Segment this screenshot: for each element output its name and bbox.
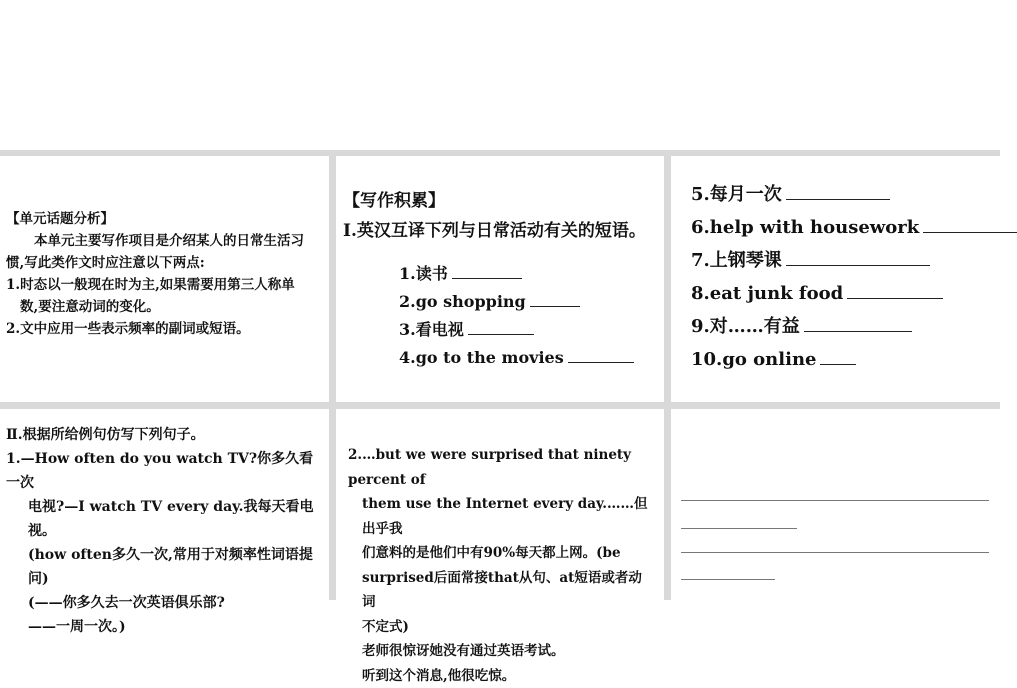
answer-blank[interactable] — [847, 284, 943, 299]
answer-lines-panel — [671, 409, 1000, 600]
answer-blank[interactable] — [568, 348, 634, 363]
answer-line[interactable] — [681, 552, 989, 553]
answer-blank[interactable] — [452, 264, 522, 279]
answer-blank[interactable] — [820, 350, 856, 365]
answer-blank[interactable] — [786, 251, 930, 266]
phrase-list-continued-panel — [671, 156, 1000, 402]
topic-analysis-heading: 【单元话题分析】 — [6, 208, 326, 230]
intro-text-line: 惯,写此类作文时应注意以下两点: — [6, 252, 326, 274]
example-note-line: 问) — [6, 567, 324, 591]
answer-line[interactable] — [681, 579, 775, 580]
phrase-item: 1.读书 — [399, 260, 661, 288]
answer-blank[interactable] — [530, 292, 580, 307]
answer-line[interactable] — [681, 500, 989, 501]
phrase-item: 2.go shopping — [399, 288, 661, 316]
phrase-item: 6.help with housework — [691, 211, 996, 244]
exercise-prompt-line: 听到这个消息,他很吃惊。 — [348, 664, 654, 688]
phrase-item: 3.看电视 — [399, 316, 661, 344]
point-1-line: 1.时态以一般现在时为主,如果需要用第三人称单 — [6, 274, 326, 296]
imitation-instruction: Ⅱ.根据所给例句仿写下列句子。 — [6, 423, 324, 447]
phrase-item: 10.go online — [691, 343, 996, 376]
example-note-line: surprised后面常接that从句、at短语或者动词 — [348, 566, 654, 615]
example-sentence-line: 电视?—I watch TV every day.我每天看电视。 — [6, 495, 324, 543]
answer-line[interactable] — [681, 528, 797, 529]
sentence-imitation-2-panel — [336, 409, 664, 600]
answer-blank[interactable] — [786, 185, 890, 200]
example-note-line: (how often多久一次,常用于对频率性词语提 — [6, 543, 324, 567]
phrase-item: 5.每月一次 — [691, 178, 996, 211]
sentence-imitation-panel — [0, 409, 329, 600]
phrase-item: 7.上钢琴课 — [691, 244, 996, 277]
exercise-prompt-line: 老师很惊讶她没有通过英语考试。 — [348, 639, 654, 664]
example-sentence-line: 1.—How often do you watch TV?你多久看一次 — [6, 447, 324, 495]
example-sentence-line: 2.…but we were surprised that ninety percent of — [348, 443, 654, 492]
answer-blank[interactable] — [468, 320, 534, 335]
translation-instruction: Ⅰ.英汉互译下列与日常活动有关的短语。 — [343, 216, 661, 246]
example-sentence-line: 们意料的是他们中有90%每天都上网。(be — [348, 541, 654, 566]
phrase-item: 8.eat junk food — [691, 277, 996, 310]
exercise-prompt-line: ——一周一次。) — [6, 615, 324, 639]
phrase-item: 4.go to the movies — [399, 344, 661, 372]
answer-blank[interactable] — [923, 218, 1017, 233]
phrase-item: 9.对……有益 — [691, 310, 996, 343]
example-sentence-line: them use the Internet every day.……但出乎我 — [348, 492, 654, 541]
answer-blank[interactable] — [804, 317, 912, 332]
writing-accumulation-panel — [336, 156, 664, 402]
point-2: 2.文中应用一些表示频率的副词或短语。 — [6, 318, 326, 340]
writing-accumulation-heading: 【写作积累】 — [343, 186, 661, 216]
example-note-line: 不定式) — [348, 615, 654, 640]
exercise-prompt-line: (——你多久去一次英语俱乐部? — [6, 591, 324, 615]
point-1-line: 数,要注意动词的变化。 — [6, 296, 326, 318]
unit-topic-analysis-panel — [0, 156, 329, 402]
intro-text-line: 本单元主要写作项目是介绍某人的日常生活习 — [6, 230, 326, 252]
